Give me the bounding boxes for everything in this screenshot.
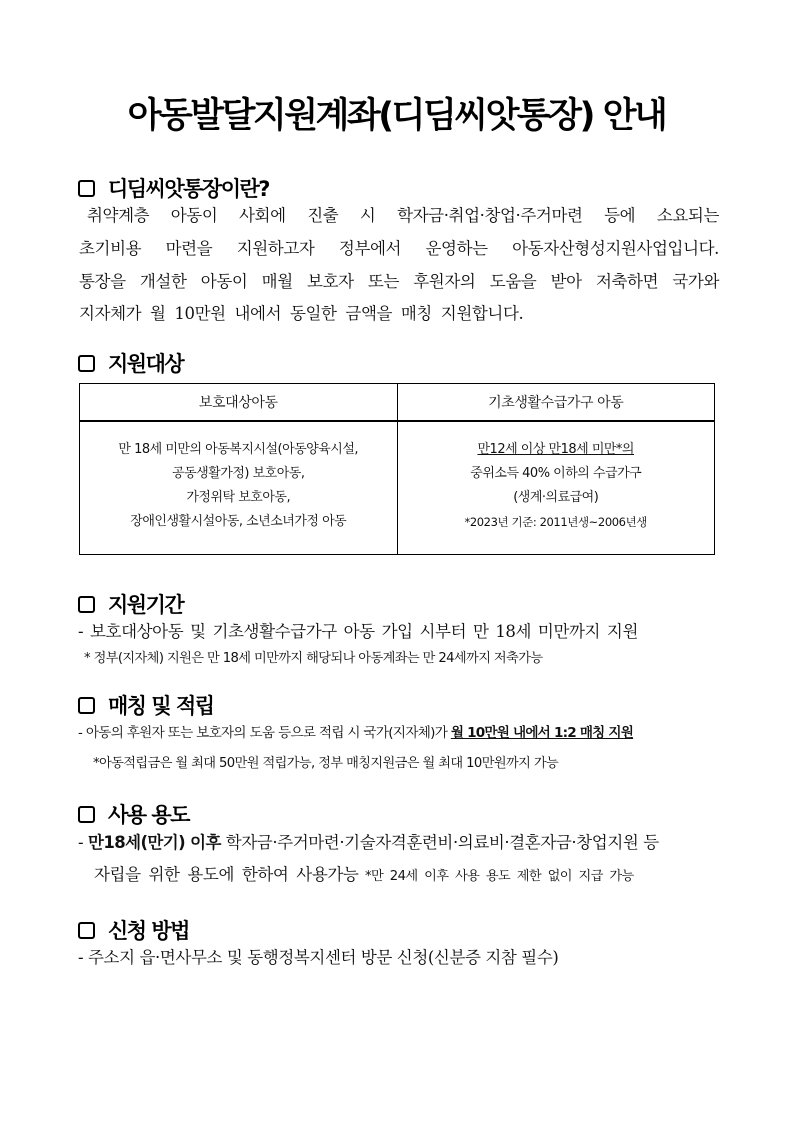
usage-line-1-text: 학자금·주거마련·기술자격훈련비·의료비·결혼자금·창업지원 등 bbox=[220, 833, 659, 852]
checkbox-icon bbox=[78, 697, 95, 714]
target-col1-line: 장애인생활시설아동, 소년소녀가정 아동 bbox=[130, 514, 347, 529]
target-col2-footnote: *2023년 기준: 2011년생~2006년생 bbox=[464, 515, 648, 529]
usage-line-2-note: *만 24세 이후 사용 용도 제한 없이 지급 가능 bbox=[358, 869, 634, 884]
usage-line-1-dash: - bbox=[78, 833, 89, 852]
checkbox-icon bbox=[78, 596, 95, 613]
target-col2-line: 중위소득 40% 이하의 수급가구 bbox=[470, 466, 642, 481]
checkbox-icon bbox=[78, 355, 95, 372]
intro-line-2: 초기비용 마련을 지원하고자 정부에서 운영하는 아동자산형성지원사업입니다. bbox=[79, 239, 719, 258]
matching-line-text: - 아동의 후원자 또는 보호자의 도움 등으로 적립 시 국가(지자체)가 bbox=[78, 725, 451, 741]
target-table bbox=[79, 383, 715, 555]
period-line: - 보호대상아동 및 기초생활수급가구 아동 가입 시부터 만 18세 미만까지 지원 bbox=[78, 622, 638, 641]
section-intro-heading bbox=[78, 173, 269, 203]
target-col2-cell bbox=[397, 421, 715, 555]
section-target-title: 지원대상 bbox=[108, 352, 184, 376]
section-apply-title: 신청 방법 bbox=[108, 919, 189, 943]
section-matching-title: 매칭 및 적립 bbox=[108, 694, 214, 718]
section-matching-heading bbox=[78, 690, 214, 720]
period-note: * 정부(지자체) 지원은 만 18세 미만까지 해당되나 아동계좌는 만 24세까지 저축가능 bbox=[84, 651, 543, 666]
usage-line-2 bbox=[94, 861, 734, 885]
section-intro-title: 디딤씨앗통장이란? bbox=[108, 177, 269, 201]
usage-line-1 bbox=[78, 829, 718, 853]
checkbox-icon bbox=[78, 180, 95, 197]
target-col1-line: 공동생활가정) 보호아동, bbox=[172, 466, 305, 481]
section-period-heading bbox=[78, 589, 183, 619]
usage-line-2-text: 자립을 위한 용도에 한하여 사용가능 bbox=[94, 865, 359, 884]
target-col1-line: 가정위탁 보호아동, bbox=[186, 490, 291, 505]
matching-note: *아동적립금은 월 최대 50만원 적립가능, 정부 매칭지원금은 월 최대 10만원까지 가능 bbox=[93, 756, 559, 771]
target-col2-header: 기초생활수급가구 아동 bbox=[397, 384, 715, 422]
section-target-heading bbox=[78, 348, 183, 378]
checkbox-icon bbox=[78, 806, 95, 823]
target-col2-line: 만12세 이상 만18세 미만*의 bbox=[477, 442, 634, 457]
matching-emphasis: 월 10만원 내에서 1:2 매칭 지원 bbox=[450, 725, 634, 741]
apply-line: - 주소지 읍·면사무소 및 동행정복지센터 방문 신청(신분증 지참 필수) bbox=[78, 948, 559, 967]
intro-line-4: 지자체가 월 10만원 내에서 동일한 금액을 매칭 지원합니다. bbox=[79, 304, 524, 323]
target-col1-header: 보호대상아동 bbox=[80, 384, 398, 422]
document-title: 아동발달지원계좌(디딤씨앗통장) 안내 bbox=[127, 96, 666, 136]
matching-line bbox=[78, 721, 718, 741]
checkbox-icon bbox=[78, 922, 95, 939]
intro-line-3: 통장을 개설한 아동이 매월 보호자 또는 후원자의 도움을 받아 저축하면 국가와 bbox=[79, 272, 719, 291]
section-apply-heading bbox=[78, 915, 189, 945]
section-period-title: 지원기간 bbox=[108, 593, 184, 617]
target-col2-line: (생계·의료급여) bbox=[513, 490, 599, 505]
target-col1-cell bbox=[80, 421, 398, 555]
target-col1-line: 만 18세 미만의 아동복지시설(아동양육시설, bbox=[118, 442, 359, 457]
section-usage-heading bbox=[78, 799, 189, 829]
usage-line-1-bold: 만18세(만기) 이후 bbox=[88, 833, 221, 852]
intro-line-1: 취약계층 아동이 사회에 진출 시 학자금·취업·창업·주거마련 등에 소요되는 bbox=[87, 206, 719, 225]
section-usage-title: 사용 용도 bbox=[108, 803, 189, 827]
